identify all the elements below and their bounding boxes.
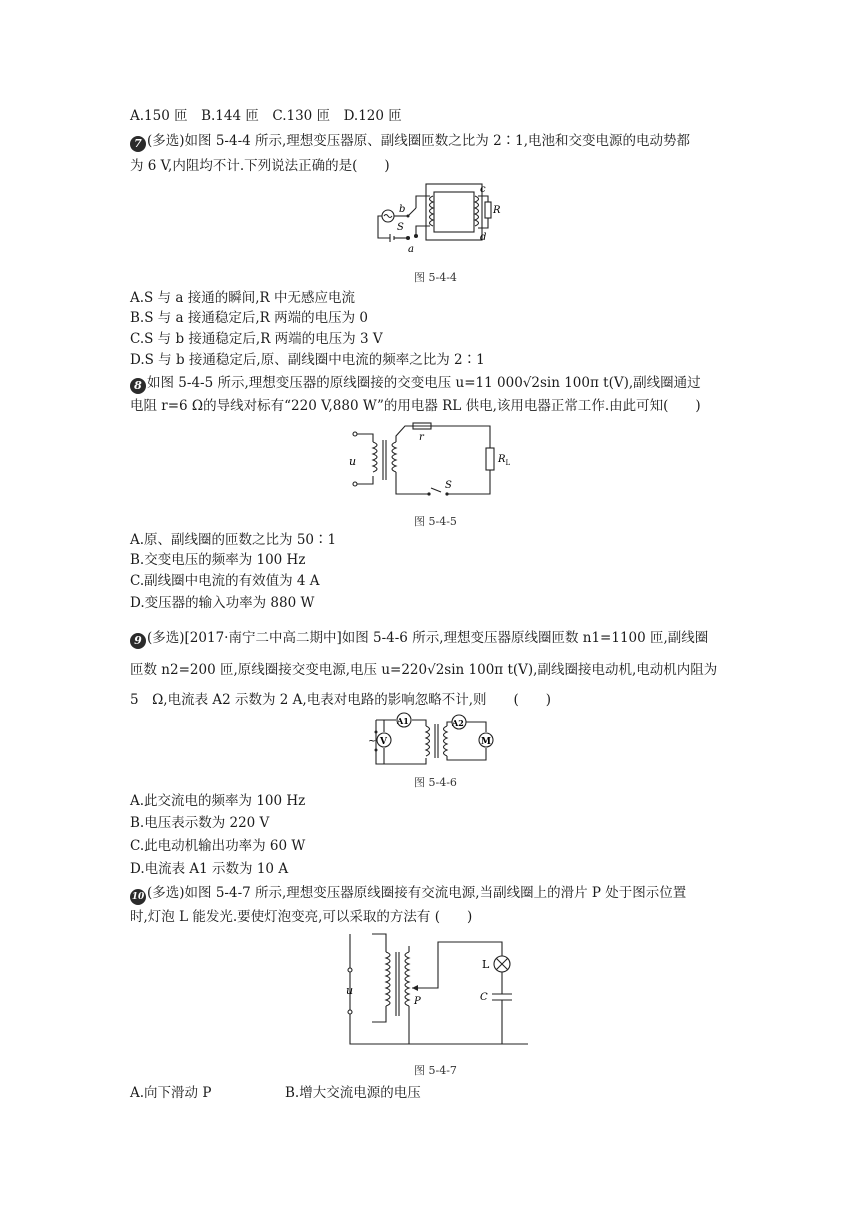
- q9-stem-text1: (多选)[2017·南宁二中高二期中]如图 5-4-6 所示,理想变压器原线圈匝数 n1=1100 匝,副线圈: [147, 630, 709, 646]
- q7-label-r: R: [493, 205, 501, 216]
- q6-options: A.150 匝 B.144 匝 C.130 匝 D.120 匝: [130, 108, 402, 124]
- q9-option-d: D.电流表 A1 示数为 10 A: [130, 861, 289, 877]
- q8-stem-line2: 电阻 r=6 Ω的导线对标有“220 V,880 W”的用电器 RL 供电,该用电器正常工作.由此可知( ): [130, 398, 701, 414]
- q8-option-c: C.副线圈中电流的有效值为 4 A: [130, 573, 320, 589]
- q9-stem-line1: [130, 628, 708, 649]
- q10-stem-line1: [130, 883, 686, 905]
- q7-label-s: S: [397, 222, 404, 233]
- q8-stem-text1: 如图 5-4-5 所示,理想变压器的原线圈接的交变电压 u=11 000√2sin 100π t(V),副线圈通过: [147, 375, 701, 391]
- q7-option-a: A.S 与 a 接通的瞬间,R 中无感应电流: [130, 290, 355, 306]
- q7-number-badge: 7: [130, 136, 146, 152]
- q10-label-u: u: [346, 984, 354, 997]
- q8-label-rl: [497, 454, 511, 467]
- q10-label-l: L: [482, 958, 490, 971]
- q8-label-rl-sub: L: [505, 459, 511, 467]
- q9-stem-line2: 匝数 n2=200 匝,原线圈接交变电源,电压 u=220√2sin 100π t(V),副线圈接电动机,电动机内阻为: [130, 662, 718, 678]
- q9-label-a1: A1: [397, 716, 409, 726]
- q7-stem-line2: 为 6 V,内阻均不计.下列说法正确的是( ): [130, 158, 390, 174]
- q9-circuit-diagram: [368, 710, 498, 770]
- q9-option-b: B.电压表示数为 220 V: [130, 815, 270, 831]
- q10-figure-caption: 图 5-4-7: [414, 1064, 457, 1077]
- q8-label-s: S: [445, 480, 452, 491]
- q10-label-p: P: [414, 996, 421, 1007]
- q7-figure-caption: 图 5-4-4: [414, 271, 457, 284]
- q8-figure-caption: 图 5-4-5: [414, 515, 457, 528]
- q7-label-c: c: [480, 184, 486, 195]
- q8-label-r: r: [419, 432, 424, 443]
- q7-option-d: D.S 与 b 接通稳定后,原、副线圈中电流的频率之比为 2∶1: [130, 352, 485, 368]
- q7-option-b: B.S 与 a 接通稳定后,R 两端的电压为 0: [130, 310, 369, 326]
- q10-label-c: C: [480, 992, 488, 1003]
- q8-stem-line1: [130, 373, 701, 394]
- q9-option-c: C.此电动机输出功率为 60 W: [130, 838, 306, 854]
- q9-option-a: A.此交流电的频率为 100 Hz: [130, 793, 306, 809]
- q10-number-badge: 10: [130, 889, 146, 905]
- q7-stem-text1: (多选)如图 5-4-4 所示,理想变压器原、副线圈匝数之比为 2∶1,电池和交变电源的电动势都: [147, 133, 691, 149]
- q10-stem-text1: (多选)如图 5-4-7 所示,理想变压器原线圈接有交流电源,当副线圈上的滑片 P 处于图示位置: [147, 885, 687, 901]
- q9-number-badge: 9: [130, 633, 146, 649]
- q8-label-u: u: [349, 455, 357, 468]
- q10-stem-line2: 时,灯泡 L 能发光.要使灯泡变亮,可以采取的方法有 ( ): [130, 909, 473, 925]
- q8-circuit-diagram: [345, 420, 525, 505]
- q10-option-a: A.向下滑动 P: [130, 1085, 212, 1101]
- q8-label-rl-main: R: [498, 454, 506, 465]
- q8-option-a: A.原、副线圈的匝数之比为 50∶1: [130, 532, 337, 548]
- q9-label-m: M: [481, 737, 491, 747]
- q10-circuit-diagram: [342, 932, 532, 1052]
- q7-label-a: a: [408, 244, 414, 255]
- q8-option-b: B.交变电压的频率为 100 Hz: [130, 552, 306, 568]
- q8-number-badge: 8: [130, 378, 146, 394]
- q9-stem-line3: 5 Ω,电流表 A2 示数为 2 A,电表对电路的影响忽略不计,则 ( ): [130, 692, 552, 708]
- q9-label-a2: A2: [452, 718, 464, 728]
- q9-label-tilde: ~: [368, 736, 377, 747]
- q8-option-d: D.变压器的输入功率为 880 W: [130, 595, 315, 611]
- q7-label-d: d: [480, 232, 487, 243]
- q7-circuit-diagram: [370, 182, 500, 262]
- q10-option-b: B.增大交流电源的电压: [285, 1085, 421, 1101]
- q7-label-b: b: [399, 204, 406, 215]
- q9-label-v: V: [380, 737, 387, 747]
- q9-figure-caption: 图 5-4-6: [414, 776, 457, 789]
- q7-option-c: C.S 与 b 接通稳定后,R 两端的电压为 3 V: [130, 331, 383, 347]
- q7-stem-line1: [130, 131, 690, 152]
